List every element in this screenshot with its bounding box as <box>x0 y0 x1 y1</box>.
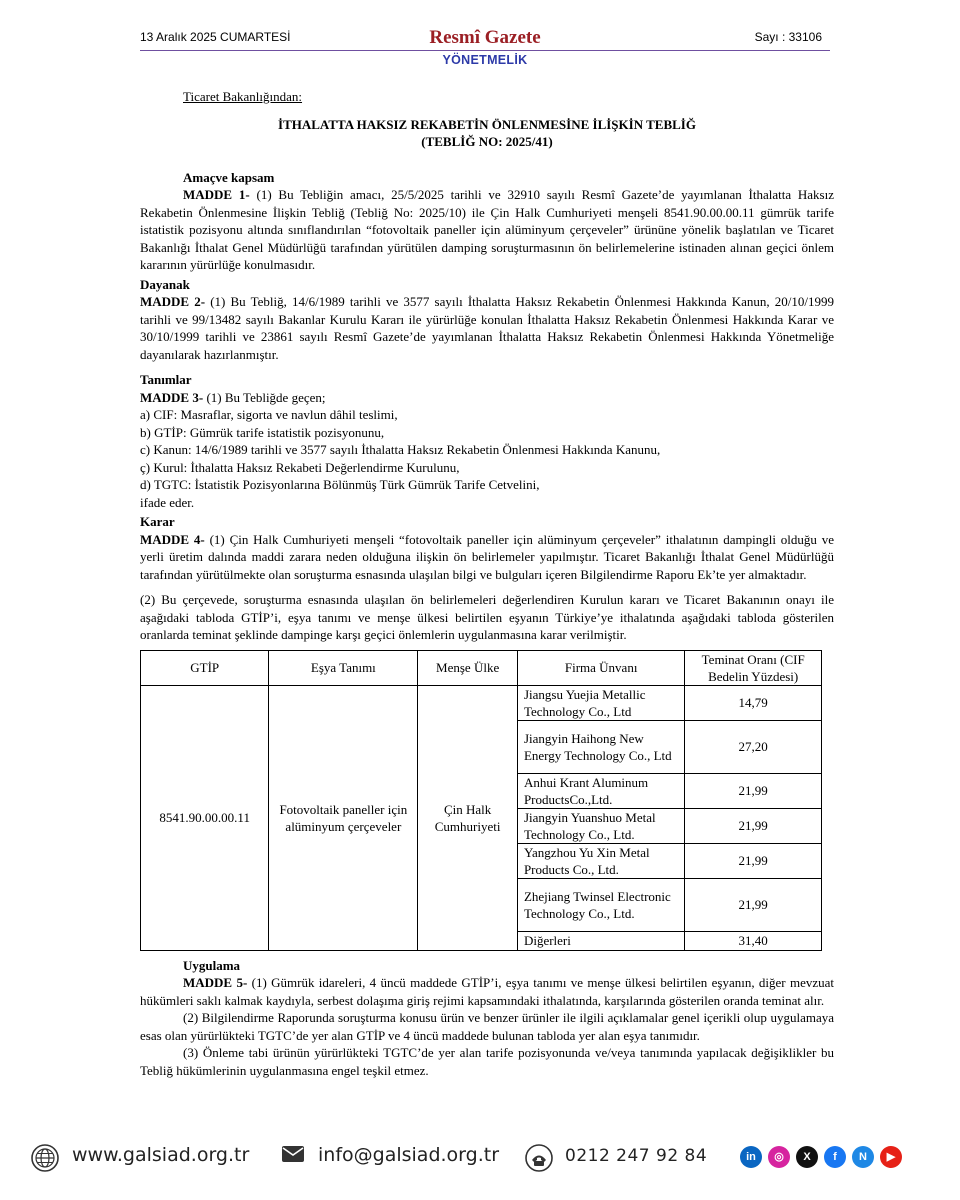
table-row <box>141 685 822 720</box>
article-5-paragraph-2: (2) Bilgilendirme Raporunda soruşturma konusu ürün ve benzer ürünler ile ilgili açıklamalar genel içerikli olup uygulamaya esas olan yürürlükteki TGTC’de yer alan GTİP ve 4 üncü maddede bulunan tabloda yer alan eşya tanımıdır. <box>140 1010 834 1043</box>
ministry-name: Ticaret Bakanlığından: <box>183 89 303 104</box>
x-icon[interactable]: X <box>796 1146 818 1168</box>
definition-item: ç) Kurul: İthalatta Haksız Rekabeti Değerlendirme Kurulunu, <box>140 459 460 475</box>
company-cell: Yangzhou Yu Xin Metal Products Co., Ltd. <box>517 843 684 878</box>
company-cell: Anhui Krant Aluminum ProductsCo.,Ltd. <box>517 773 684 808</box>
company-cell: Jiangyin Haihong New Energy Technology Co., Ltd <box>517 720 684 773</box>
column-header: Teminat Oranı (CIF Bedelin Yüzdesi) <box>685 650 822 685</box>
definition-item: a) CIF: Masraflar, sigorta ve navlun dâhil teslimi, <box>140 407 398 422</box>
item-description-cell: Fotovoltaik paneller için alüminyum çerçeveler <box>269 685 418 950</box>
header-date: 13 Aralık 2025 CUMARTESİ <box>140 30 291 44</box>
gtip-cell: 8541.90.00.00.11 <box>141 685 269 950</box>
email-link[interactable]: info@galsiad.org.tr <box>318 1144 500 1166</box>
facebook-icon[interactable]: f <box>824 1146 846 1168</box>
article-4-paragraph-2: (2) Bu çerçevede, soruşturma esnasında ulaşılan ön belirlemeleri değerlendiren Kurulun kararı ve Ticaret Bakanının onayı ile aşağıdaki tabloda GTİP’i, eşya tanımı ve menşe ülkesi belirtilen eşyanın Türkiye’ye ithalatında aşağıdaki tabloda gösterilen oranlarda teminat şeklinde dampinge karşı geçici önlemlerin uygulanmasına karar verilmiştir. <box>140 592 834 642</box>
article-5-text: (1) Gümrük idareleri, 4 üncü maddede GTİP’i, eşya tanımı ve menşe ülkesi belirtilen eşyanın, diğer mevzuat hükümleri saklı kalmak kaydıyla, serbest dolaşıma giriş rejimi kapsamındaki ithalatında, karşılarında gösterilen oranda teminat alır. <box>140 975 835 1008</box>
article-5-paragraph-3: (3) Önleme tabi ürünün yürürlükteki TGTC’de yer alan tarife pozisyonunda ve/veya tanımında yapılacak değişiklikler bu Tebliğ hükümlerinin uygulanmasına engel teşkil etmez. <box>140 1045 834 1078</box>
mail-icon <box>282 1146 304 1167</box>
rate-cell: 21,99 <box>685 773 822 808</box>
article-1-label: MADDE 1- <box>183 187 250 202</box>
origin-country-cell: Çin Halk Cumhuriyeti <box>418 685 518 950</box>
article-3-text: (1) Bu Tebliğde geçen; <box>203 389 326 405</box>
phone-icon <box>524 1143 554 1178</box>
rate-cell: 21,99 <box>685 878 822 931</box>
definition-item: c) Kanun: 14/6/1989 tarihli ve 3577 sayılı İthalatta Haksız Rekabetin Önlenmesi Hakkında Kanunu, <box>140 442 661 457</box>
gazette-header <box>140 28 830 52</box>
footer-bar <box>0 1136 960 1180</box>
section-heading-decision: Karar <box>140 514 175 529</box>
article-4-text: (1) Çin Halk Cumhuriyeti menşeli “fotovoltaik paneller için alüminyum çerçeveler” ithalatının dampingli olduğu ve yerli üretim dalında maddi zarara neden olduğuna ilişkin ön belirlemeler yapılmıştır. Ticaret Bakanlığı İthalat Genel Müdürlüğü tarafından yürütülmekte olan soruşturma esnasında ulaşılan bilgi ve bulguları içeren Bilgilendirme Raporu Ek’te yer almaktadır. <box>140 531 834 582</box>
youtube-icon[interactable]: ▶ <box>880 1146 902 1168</box>
rate-cell: 27,20 <box>685 720 822 773</box>
table-header-row <box>141 650 822 685</box>
news-icon[interactable]: N <box>852 1146 874 1168</box>
rate-cell: 31,40 <box>685 931 822 950</box>
company-cell: Jiangsu Yuejia Metallic Technology Co., Ltd <box>517 685 684 720</box>
issue-number: Sayı : 33106 <box>754 30 822 44</box>
rate-cell: 21,99 <box>685 843 822 878</box>
company-cell: Diğerleri <box>517 931 684 950</box>
definition-item: d) TGTC: İstatistik Pozisyonlarına Bölünmüş Türk Gümrük Tarife Cetvelini, <box>140 477 540 492</box>
article-2-label: MADDE 2- <box>140 294 206 309</box>
section-heading-scope: Amaçve kapsam <box>183 169 275 185</box>
article-5-label: MADDE 5- <box>183 975 248 990</box>
tariff-table <box>140 650 822 951</box>
column-header: GTİP <box>141 650 269 685</box>
article-5 <box>140 974 834 1009</box>
section-heading-application: Uygulama <box>183 957 241 973</box>
instagram-icon[interactable]: ◎ <box>768 1146 790 1168</box>
article-2-text: (1) Bu Tebliğ, 14/6/1989 tarihli ve 3577 sayılı İthalatta Haksız Rekabetin Önlenmesi Hakkında Kanun, 20/10/1999 tarihli ve 99/13482 sayılı Bakanlar Kurulu Kararı ile yürürlüğe konulan İthalatta Haksız Rekabetin Önlenmesi Hakkında Karar ve 30/10/1999 tarihli ve 23861 sayılı Resmî Gazete’de yayımlanan İthalatta Haksız Rekabetin Önlenmesi Hakkında Yönetmeliğe dayanılarak hazırlanmıştır. <box>140 294 835 362</box>
definition-closing: ifade eder. <box>140 494 195 510</box>
globe-icon <box>30 1143 60 1178</box>
column-header: Firma Ünvanı <box>517 650 684 685</box>
article-4 <box>140 531 834 584</box>
company-cell: Zhejiang Twinsel Electronic Technology Co., Ltd. <box>517 878 684 931</box>
article-4-label: MADDE 4- <box>140 531 205 547</box>
phone-number[interactable]: 0212 247 92 84 <box>565 1146 708 1166</box>
rate-cell: 14,79 <box>685 685 822 720</box>
definition-item: b) GTİP: Gümrük tarife istatistik pozisyonunu, <box>140 424 385 440</box>
column-header: Menşe Ülke <box>418 650 518 685</box>
document-subtitle: (TEBLİĞ NO: 2025/41) <box>421 134 553 149</box>
linkedin-icon[interactable]: in <box>740 1146 762 1168</box>
document-body <box>140 88 834 1079</box>
gazette-title: Resmî Gazete <box>429 27 541 48</box>
article-3 <box>140 389 834 407</box>
document-title: İTHALATTA HAKSIZ REKABETİN ÖNLENMESİNE İLİŞKİN TEBLİĞ <box>278 116 696 132</box>
company-cell: Jiangyin Yuanshuo Metal Technology Co., Ltd. <box>517 808 684 843</box>
header-divider <box>140 50 830 51</box>
column-header: Eşya Tanımı <box>269 650 418 685</box>
section-heading-basis: Dayanak <box>140 276 190 292</box>
rate-cell: 21,99 <box>685 808 822 843</box>
website-link[interactable]: www.galsiad.org.tr <box>72 1144 250 1166</box>
article-3-label: MADDE 3- <box>140 389 204 405</box>
article-2 <box>140 293 834 363</box>
article-1 <box>140 186 834 274</box>
article-1-text: (1) Bu Tebliğin amacı, 25/5/2025 tarihli ve 32910 sayılı Resmî Gazete’de yayımlanan İthalatta Haksız Rekabetin Önlenmesine İlişkin Tebliğ (Tebliğ No: 2025/10) ile Çin Halk Cumhuriyeti menşeli 8541.90.00.00.11 gümrük tarife istatistik pozisyonu altında sınıflandırılan “fotovoltaik paneller için alüminyum çerçeveler” ürününe yönelik başlatılan ve Ticaret Bakanlığı İthalat Genel Müdürlüğü tarafından yürütülen damping soruşturmasının ön belirlemelerine istinaden alınan geçici önlem kararının yürürlüğe konulmasıdır. <box>140 187 834 272</box>
section-heading-definitions: Tanımlar <box>140 372 192 387</box>
section-label: YÖNETMELİK <box>442 53 528 67</box>
